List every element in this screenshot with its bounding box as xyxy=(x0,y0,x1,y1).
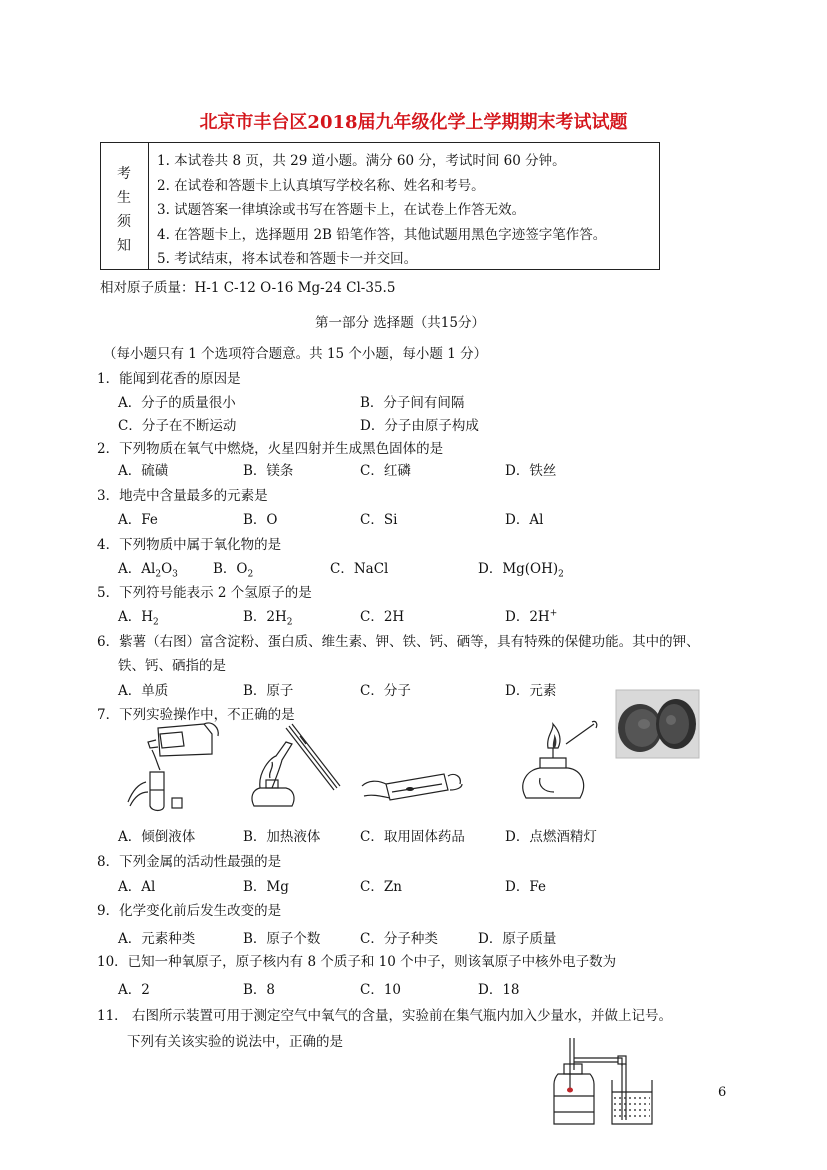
question-stem: 1．能闻到花香的原因是 xyxy=(97,371,241,387)
option-a: A．$H_2$ xyxy=(118,609,159,628)
option-c: C．红磷 xyxy=(360,463,411,479)
notice-rule: 3. 试题答案一律填涂或书写在答题卡上，在试卷上作答无效。 xyxy=(157,202,526,218)
option-c: C．Si xyxy=(360,512,398,528)
option-c: C．10 xyxy=(360,982,402,998)
section-note: （每小题只有 1 个选项符合题意。共 15 个小题，每小题 1 分） xyxy=(103,346,488,362)
notice-label-char: 生 xyxy=(117,190,131,206)
question-stem: 10．已知一种氧原子，原子核内有 8 个质子和 10 个中子，则该氧原子中核外电子数为 xyxy=(97,954,617,970)
option-d: D．2H+ xyxy=(505,608,558,625)
option-b: B．镁条 xyxy=(243,463,294,479)
option-b: B．原子 xyxy=(243,683,294,699)
option-d: D．点燃酒精灯 xyxy=(505,829,597,845)
option-b: B．O xyxy=(243,512,278,528)
question-stem: 5．下列符号能表示 2 个氢原子的是 xyxy=(97,585,312,601)
sweet-potato-photo xyxy=(616,690,699,758)
option-d: D．18 xyxy=(478,982,520,998)
option-a: A．$Al_2O_3$ xyxy=(118,561,178,580)
atomic-mass-line: 相对原子质量：H-1 C-12 O-16 Mg-24 Cl-35.5 xyxy=(100,280,396,296)
option-b: B．原子个数 xyxy=(243,931,321,947)
option-b: B．加热液体 xyxy=(243,829,321,845)
question-stem: 4．下列物质中属于氧化物的是 xyxy=(97,537,282,553)
option-b: B．分子间有间隔 xyxy=(360,395,465,411)
question-stem: 7．下列实验操作中，不正确的是 xyxy=(97,707,295,723)
option-a: A．元素种类 xyxy=(118,931,196,947)
option-a: A．2 xyxy=(118,982,150,998)
oxygen-measurement-apparatus-figure xyxy=(548,1036,660,1126)
option-c: C．分子在不断运动 xyxy=(118,418,237,434)
option-c: C．分子种类 xyxy=(360,931,438,947)
option-a: A．Al xyxy=(118,879,156,895)
notice-label xyxy=(101,143,149,269)
lighting-alcohol-lamp-figure xyxy=(510,718,600,814)
notice-rule: 5. 考试结束，将本试卷和答题卡一并交回。 xyxy=(157,251,418,267)
option-d: D．分子由原子构成 xyxy=(360,418,479,434)
option-d: D．铁丝 xyxy=(505,463,557,479)
question-stem-cont: 铁、钙、硒指的是 xyxy=(118,658,226,674)
option-a: A．单质 xyxy=(118,683,169,699)
question-stem: 2．下列物质在氧气中燃烧，火星四射并生成黑色固体的是 xyxy=(97,441,444,457)
notice-label-char: 须 xyxy=(117,214,131,230)
option-c: C．NaCl xyxy=(330,561,389,577)
question-stem: 6．紫薯（右图）富含淀粉、蛋白质、维生素、钾、铁、钙、硒等，具有特殊的保健功能。其中的钾、 xyxy=(97,634,700,650)
question-stem-cont: 下列有关该实验的说法中，正确的是 xyxy=(127,1034,343,1050)
option-b: B．$O_2$ xyxy=(213,561,254,580)
pouring-liquid-figure xyxy=(120,722,220,814)
page-number: 6 xyxy=(718,1085,727,1100)
document-title: 北京市丰台区2018届九年级化学上学期期末考试试题 xyxy=(199,112,628,133)
section-title: 第一部分 选择题（共15分） xyxy=(315,315,485,331)
option-a: A．Fe xyxy=(118,512,158,528)
option-c: C．分子 xyxy=(360,683,411,699)
option-d: D．Al xyxy=(505,512,544,528)
question-stem: 8．下列金属的活动性最强的是 xyxy=(97,854,282,870)
exam-notice-box xyxy=(100,142,660,270)
question-stem: 11． 右图所示装置可用于测定空气中氧气的含量，实验前在集气瓶内加入少量水，并做上记号。 xyxy=(97,1008,672,1024)
option-a: A．硫磺 xyxy=(118,463,169,479)
option-c: C．2H xyxy=(360,609,405,625)
option-a: A．分子的质量很小 xyxy=(118,395,236,411)
option-d: D．Fe xyxy=(505,879,546,895)
option-d: D．$Mg(OH)_2$ xyxy=(478,561,564,580)
notice-label-char: 知 xyxy=(117,238,131,254)
option-d: D．原子质量 xyxy=(478,931,557,947)
option-a: A．倾倒液体 xyxy=(118,829,196,845)
notice-rule: 1. 本试卷共 8 页，共 29 道小题。满分 60 分，考试时间 60 分钟。 xyxy=(157,153,566,169)
notice-rule: 2. 在试卷和答题卡上认真填写学校名称、姓名和考号。 xyxy=(157,177,485,194)
notice-rule: 4. 在答题卡上，选择题用 2B 铅笔作答，其他试题用黑色字迹签字笔作答。 xyxy=(157,226,607,243)
question-stem: 9．化学变化前后发生改变的是 xyxy=(97,903,282,919)
option-d: D．元素 xyxy=(505,683,557,699)
option-b: B．Mg xyxy=(243,879,289,895)
option-c: C．Zn xyxy=(360,879,402,895)
solid-reagent-figure xyxy=(362,766,462,806)
question-stem: 3．地壳中含量最多的元素是 xyxy=(97,488,268,504)
option-b: B．8 xyxy=(243,982,276,998)
heating-liquid-figure xyxy=(240,716,340,816)
option-c: C．取用固体药品 xyxy=(360,829,465,845)
notice-label-char: 考 xyxy=(117,166,131,182)
notice-rules xyxy=(157,149,606,272)
option-b: B．$2H_2$ xyxy=(243,609,293,628)
